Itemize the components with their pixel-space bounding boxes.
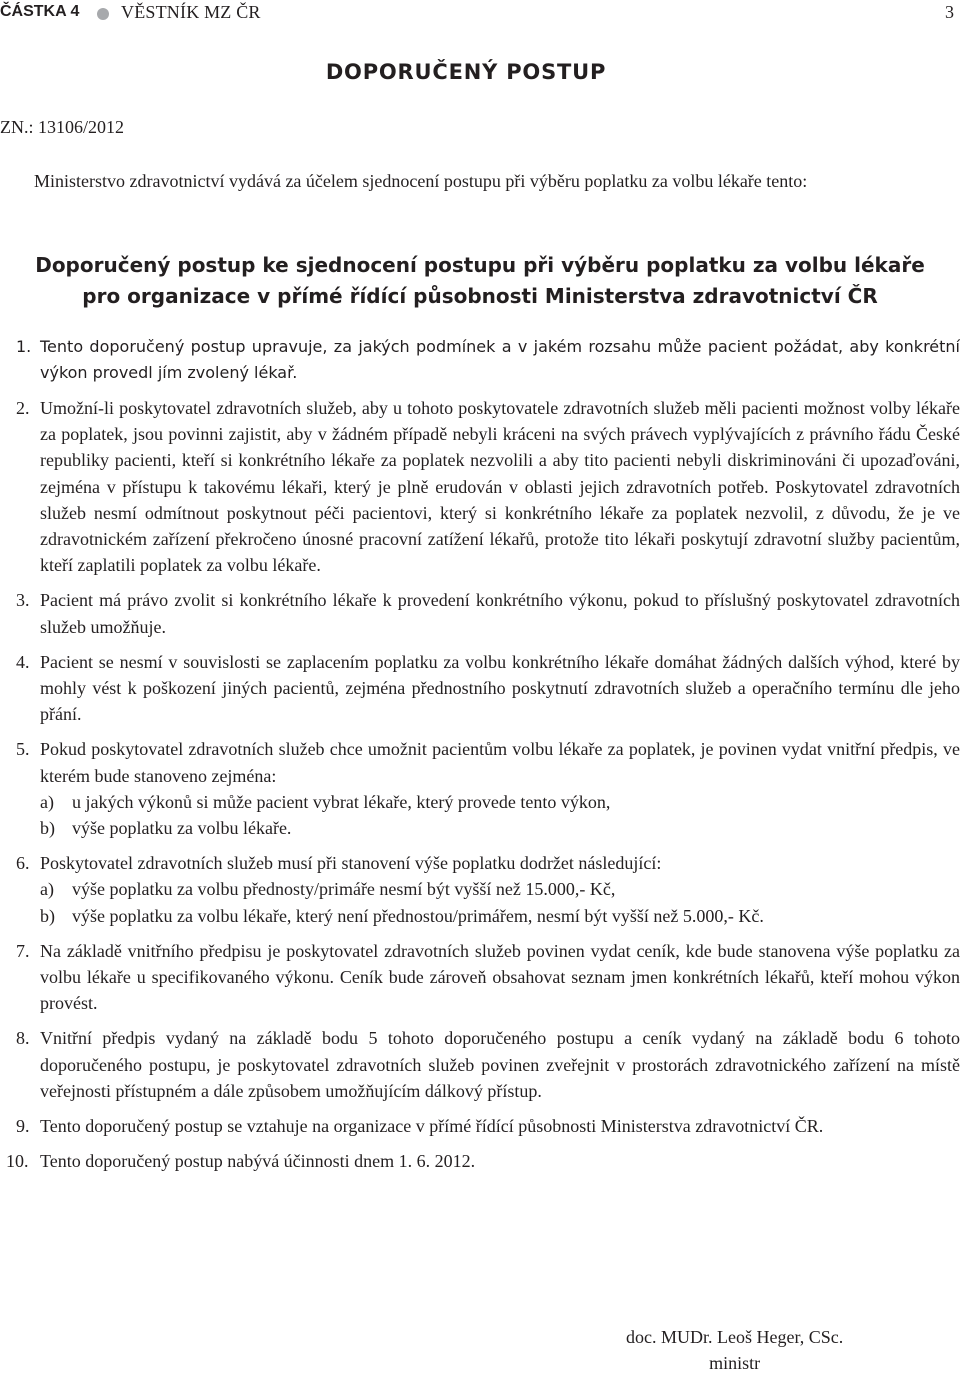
sub-item-letter: a) bbox=[40, 879, 54, 900]
item-number: 3. bbox=[16, 590, 30, 611]
list-item bbox=[0, 1113, 960, 1139]
item-number: 9. bbox=[16, 1116, 30, 1137]
intro-text: Ministerstvo zdravotnictví vydává za účelem sjednocení postupu při výběru poplatku za volbu lékaře tento: bbox=[34, 171, 808, 191]
sub-item bbox=[40, 789, 960, 815]
issue-part: ČÁSTKA 4 bbox=[0, 3, 80, 20]
item-text: Pacient se nesmí v souvislosti se zaplacením poplatku za volbu konkrétního lékaře domáhat žádných dalších výhod, které by mohly vést k poškození jiných pacientů, zejména přednostního poskytnutí zdravotních služeb a operačního termínu dle jeho přání. bbox=[40, 651, 960, 725]
item-number: 8. bbox=[16, 1028, 30, 1049]
item-number: 2. bbox=[16, 398, 30, 418]
list-item bbox=[0, 850, 960, 929]
item-text: Na základě vnitřního předpisu je poskytovatel zdravotních služeb povinen vydat ceník, kde bude stanovena výše poplatku za volbu lékaře u specifikovaného výkonu. Ceník bude zároveň obsahovat seznam jmen konkrétních lékařů, kteří mohou výkon provést. bbox=[40, 940, 960, 1014]
sub-item-letter: b) bbox=[40, 818, 55, 839]
signatory-name: doc. MUDr. Leoš Heger, CSc. bbox=[626, 1327, 844, 1347]
item-text: Tento doporučený postup se vztahuje na organizace v přímé řídící působnosti Ministerstva zdravotnictví ČR. bbox=[40, 1116, 824, 1137]
sub-item-letter: b) bbox=[40, 905, 55, 926]
list-item bbox=[0, 1148, 960, 1174]
journal-name: VĚSTNÍK MZ ČR bbox=[121, 2, 261, 22]
list-item bbox=[0, 736, 960, 841]
item-text: Umožní-li poskytovatel zdravotních služeb, aby u tohoto poskytovatele zdravotních služeb měli pacienti možnost volby lékaře za poplatek, jsou povinni zajistit, aby v žádném případě nebyli kráceni na svých právech vyplývajících z právního řádu České republiky pacienti, kteří si konkrétního lékaře za poplatek nezvolili a aby tito pacienti nebyli diskriminováni či upozaďováni, zejména v přístupu k takovému lékaři, který je plně erudován v oblasti jejich zdravotních potřeb. Poskytovatel zdravotních služeb nesmí odmítnout poskytnout péči pacientovi, který si konkrétního lékaře za poplatek nezvolil, z důvodu, že je ve zdravotnickém zařízení překročeno únosné pracovní zatížení lékařů, protože tito lékaři poskytují zdravotní služby pacientům, kteří zaplatili poplatek za volbu lékaře. bbox=[40, 398, 960, 576]
sub-item-text: u jakých výkonů si může pacient vybrat lékaře, který provede tento výkon, bbox=[72, 791, 611, 812]
item-text: Pacient má právo zvolit si konkrétního lékaře k provedení konkrétního výkonu, pokud to příslušný poskytovatel zdravotních služeb umožňuje. bbox=[40, 590, 960, 637]
list-item bbox=[0, 649, 960, 728]
signatory-title: ministr bbox=[709, 1353, 761, 1373]
page-number: 3 bbox=[945, 2, 954, 22]
item-number: 6. bbox=[16, 853, 30, 874]
heading-line-1: Doporučený postup ke sjednocení postupu při výběru poplatku za volbu lékaře bbox=[35, 253, 925, 277]
item-number: 4. bbox=[16, 651, 30, 672]
item-text: Tento doporučený postup nabývá účinnosti dnem 1. 6. 2012. bbox=[40, 1151, 476, 1172]
item-text: Tento doporučený postup upravuje, za jakých podmínek a v jakém rozsahu může pacient požádat, aby konkrétní výkon provedl jím zvolený lékař. bbox=[40, 337, 960, 382]
intro-paragraph bbox=[0, 169, 960, 193]
sub-item-text: výše poplatku za volbu přednosty/primáře nesmí být vyšší než 15.000,- Kč, bbox=[72, 879, 616, 900]
sub-item-text: výše poplatku za volbu lékaře. bbox=[72, 818, 292, 839]
sub-item bbox=[40, 876, 960, 902]
reference-number: ZN.: 13106/2012 bbox=[0, 117, 124, 137]
sub-item bbox=[40, 903, 960, 929]
item-text: Pokud poskytovatel zdravotních služeb chce umožnit pacientům volbu lékaře za poplatek, je povinen vydat vnitřní předpis, ve kterém bude stanoveno zejména: bbox=[40, 739, 960, 786]
page-header bbox=[0, 0, 960, 28]
item-text: Vnitřní předpis vydaný na základě bodu 5 tohoto doporučeného postupu a ceník vydaný na základě bodu 6 tohoto doporučeného postupu, je poskytovatel zdravotních služeb povinen zveřejnit v prostorách zdravotnického zařízení na místě veřejnosti přístupném a dále způsobem umožňujícím dálkový přístup. bbox=[40, 1028, 960, 1101]
document-type-title: DOPORUČENÝ POSTUP bbox=[325, 60, 607, 84]
list-item bbox=[0, 395, 960, 578]
sub-item bbox=[40, 815, 960, 841]
list-item bbox=[0, 1025, 960, 1104]
sub-item-text: výše poplatku za volbu lékaře, který není přednostou/primářem, nesmí být vyšší než 5.000,- Kč. bbox=[72, 905, 764, 926]
bullet-dot-icon bbox=[97, 8, 109, 20]
item-number: 7. bbox=[16, 940, 30, 961]
sub-item-letter: a) bbox=[40, 791, 54, 812]
list-item bbox=[0, 938, 960, 1017]
numbered-list bbox=[0, 334, 960, 1183]
document-heading bbox=[0, 250, 960, 312]
item-number: 5. bbox=[16, 739, 30, 760]
heading-line-2: pro organizace v přímé řídící působnosti Ministerstva zdravotnictví ČR bbox=[82, 284, 878, 308]
list-item bbox=[0, 587, 960, 639]
list-item bbox=[0, 334, 960, 386]
item-number: 1. bbox=[16, 337, 32, 356]
signature-block bbox=[626, 1324, 843, 1376]
item-number: 10. bbox=[6, 1151, 29, 1172]
item-text: Poskytovatel zdravotních služeb musí při stanovení výše poplatku dodržet následující: bbox=[40, 853, 662, 874]
